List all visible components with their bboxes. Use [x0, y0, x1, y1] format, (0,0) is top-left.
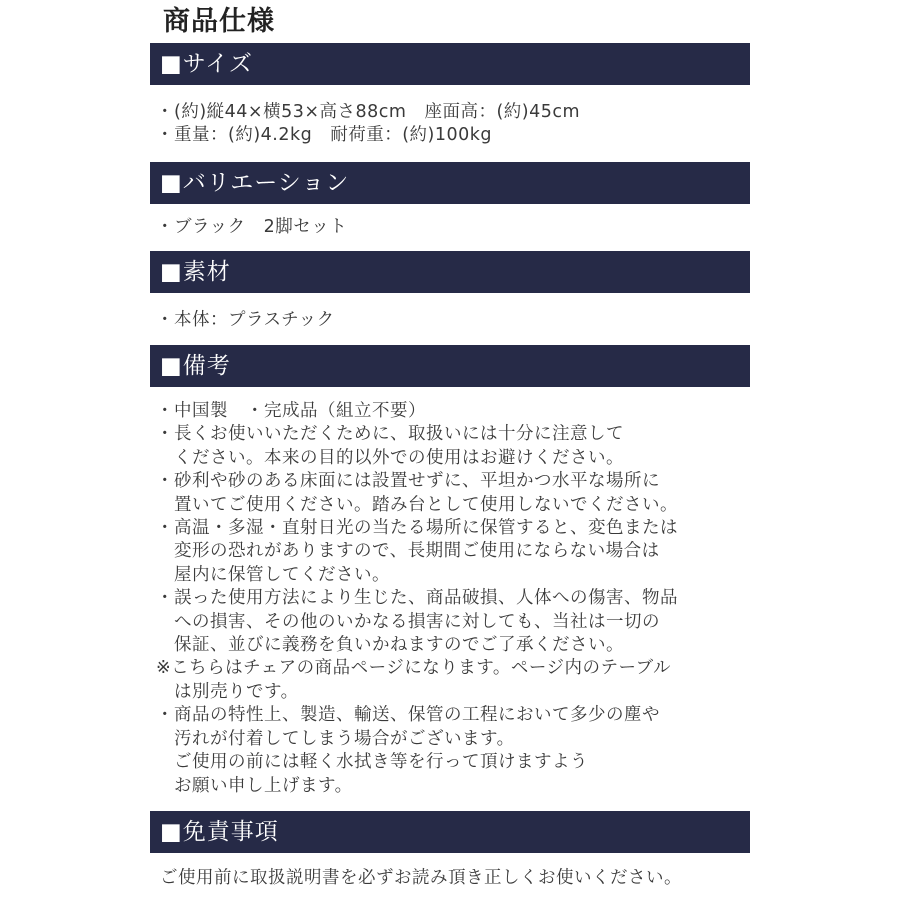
note-line: 変形の恐れがありますので、長期間ご使用にならない場合は — [156, 541, 660, 562]
note-line: ください。本来の目的以外での使用はお避けください。 — [156, 447, 624, 468]
note-line: ・誤った使用方法により生じた、商品破損、人体への傷害、物品 — [156, 588, 678, 609]
section-header-variation: ■バリエーション — [150, 162, 750, 204]
section-header-size: ■サイズ — [150, 43, 750, 85]
spec-line: ・重量：(約)4.2kg 耐荷重：(約)100kg — [156, 125, 493, 146]
section-header-material: ■素材 — [150, 251, 750, 293]
note-line: 置いてご使用ください。踏み台として使用しないでください。 — [156, 494, 678, 515]
note-line: は別売りです。 — [156, 681, 299, 702]
note-line: ・高温・多湿・直射日光の当たる場所に保管すると、変色または — [156, 518, 678, 539]
spec-line: ・ブラック 2脚セット — [156, 217, 348, 237]
note-line: ・中国製 ・完成品（組立不要） — [156, 401, 426, 421]
spec-line: ・(約)縦44×横53×高さ88cm 座面高：(約)45cm — [156, 102, 581, 122]
note-line: 保証、並びに義務を負いかねますのでご了承ください。 — [156, 635, 624, 656]
section-body-notes — [156, 400, 756, 798]
note-line: ・砂利や砂のある床面には設置せずに、平坦かつ水平な場所に — [156, 471, 660, 492]
note-line: ・長くお使いいただくために、取扱いには十分に注意して — [156, 424, 624, 445]
note-line: ご使用の前には軽く水拭き等を行って頂けますよう — [156, 752, 588, 773]
note-line: ・商品の特性上、製造、輸送、保管の工程において多少の塵や — [156, 705, 660, 726]
section-body-disclaimer — [160, 867, 760, 890]
note-line: 汚れが付着してしまう場合がございます。 — [156, 728, 515, 749]
section-body-variation — [156, 216, 756, 239]
disclaimer-line: ご使用前に取扱説明書を必ずお読み頂き正しくお使いください。 — [160, 868, 682, 888]
section-header-notes: ■備考 — [150, 345, 750, 387]
note-line: お願い申し上げます。 — [156, 775, 353, 796]
section-body-material — [156, 309, 756, 332]
note-line: への損害、その他のいかなる損害に対しても、当社は一切の — [156, 611, 660, 632]
note-line: ※こちらはチェアの商品ページになります。ページ内のテーブル — [156, 658, 671, 679]
note-line: 屋内に保管してください。 — [156, 564, 390, 585]
section-header-disclaimer: ■免責事項 — [150, 811, 750, 853]
section-body-size — [156, 101, 756, 148]
spec-line: ・本体：プラスチック — [156, 310, 335, 330]
page-title: 商品仕様 — [163, 6, 275, 37]
